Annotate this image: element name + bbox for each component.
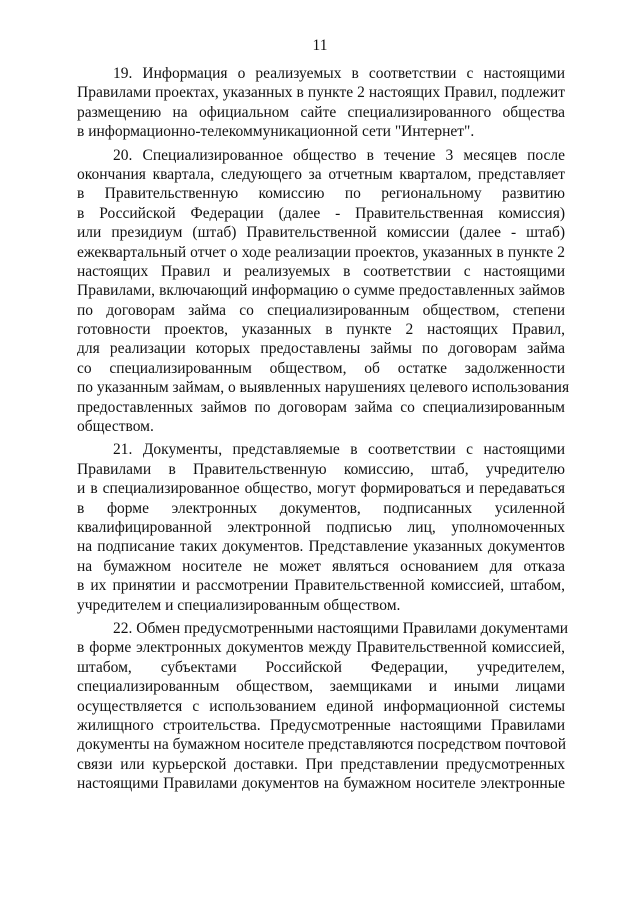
text-line: 19. Информация о реализуемых в соответствии с настоящими — [113, 65, 565, 82]
text-line: жилищного строительства. Предусмотренные настоящими Правилами — [77, 716, 565, 734]
text-line: настоящих Правил и реализуемых в соответствии с настоящими — [77, 262, 565, 280]
text-line: штабом, субъектами Российской Федерации, учредителем, — [77, 658, 565, 676]
text-line: 21. Документы, представляемые в соответствии с настоящими — [113, 441, 565, 459]
text-line: готовности проектов, указанных в пункте 2 настоящих Правил, — [77, 321, 565, 339]
text-line: со специализированным обществом, об остатке задолженности — [77, 359, 565, 377]
text-line: осуществляется с использованием единой информационной системы — [77, 697, 565, 715]
text-line: и в специализированное общество, могут формироваться и передаваться — [77, 480, 565, 498]
paragraph-4 — [77, 619, 569, 794]
text-line: настоящими Правилами документов на бумажном носителе электронные — [77, 775, 565, 793]
text-line: квалифицированной электронной подписью лиц, уполномоченных — [77, 518, 565, 536]
text-line: в Российской Федерации (далее - Правительственная комиссия) — [77, 204, 565, 222]
text-line: 22. Обмен предусмотренными настоящими Правилами документами — [113, 619, 569, 637]
text-line: Правилами в Правительственную комиссию, штаб, учредителю — [77, 460, 565, 478]
text-line: учредителем и специализированным обществом. — [77, 596, 401, 614]
text-line: для реализации которых предоставлены займы по договорам займа — [77, 340, 565, 358]
text-line: в Правительственную комиссию по региональному развитию — [77, 185, 565, 203]
page-number: 11 — [312, 37, 328, 54]
text-line: размещению на официальном сайте специализированного общества — [77, 103, 565, 121]
text-line: обществом. — [77, 418, 154, 436]
text-line: специализированным обществом, заемщиками и иными лицами — [77, 678, 565, 696]
document-body — [77, 64, 570, 797]
text-line: на бумажном носителе не может являться основанием для отказа — [77, 557, 565, 575]
text-line: по договорам займа со специализированным обществом, степени — [77, 301, 565, 319]
paragraph-2 — [77, 146, 570, 437]
paragraph-3 — [77, 440, 565, 615]
text-line: или президиум (штаб) Правительственной комиссии (далее - штаб) — [77, 224, 565, 242]
text-line: окончания квартала, следующего за отчетным кварталом, представляет — [77, 165, 565, 183]
text-line: в форме электронных документов между Правительственной комиссией, — [77, 639, 565, 657]
text-line: в форме электронных документов, подписанных усиленной — [77, 499, 565, 517]
text-line: по указанным займам, о выявленных нарушениях целевого использования — [77, 379, 570, 397]
text-line: ежеквартальный отчет о ходе реализации проектов, указанных в пункте 2 — [77, 243, 565, 261]
text-line: на подписание таких документов. Представление указанных документов — [77, 538, 565, 556]
text-line: связи или курьерской доставки. При представлении предусмотренных — [77, 755, 565, 773]
text-line: в их принятии и рассмотрении Правительственной комиссией, штабом, — [77, 577, 565, 595]
paragraph-1 — [77, 64, 565, 142]
text-line: 20. Специализированное общество в течение 3 месяцев после — [113, 146, 565, 164]
text-line: Правилами проектах, указанных в пункте 2 настоящих Правил, подлежит — [77, 84, 565, 102]
text-line: документы на бумажном носителе представляются посредством почтовой — [77, 736, 567, 754]
text-line: предоставленных займов по договорам займа со специализированным — [77, 398, 565, 416]
text-line: Правилами, включающий информацию о сумме предоставленных займов — [77, 282, 565, 300]
text-line: в информационно-телекоммуникационной сети "Интернет". — [77, 123, 475, 141]
